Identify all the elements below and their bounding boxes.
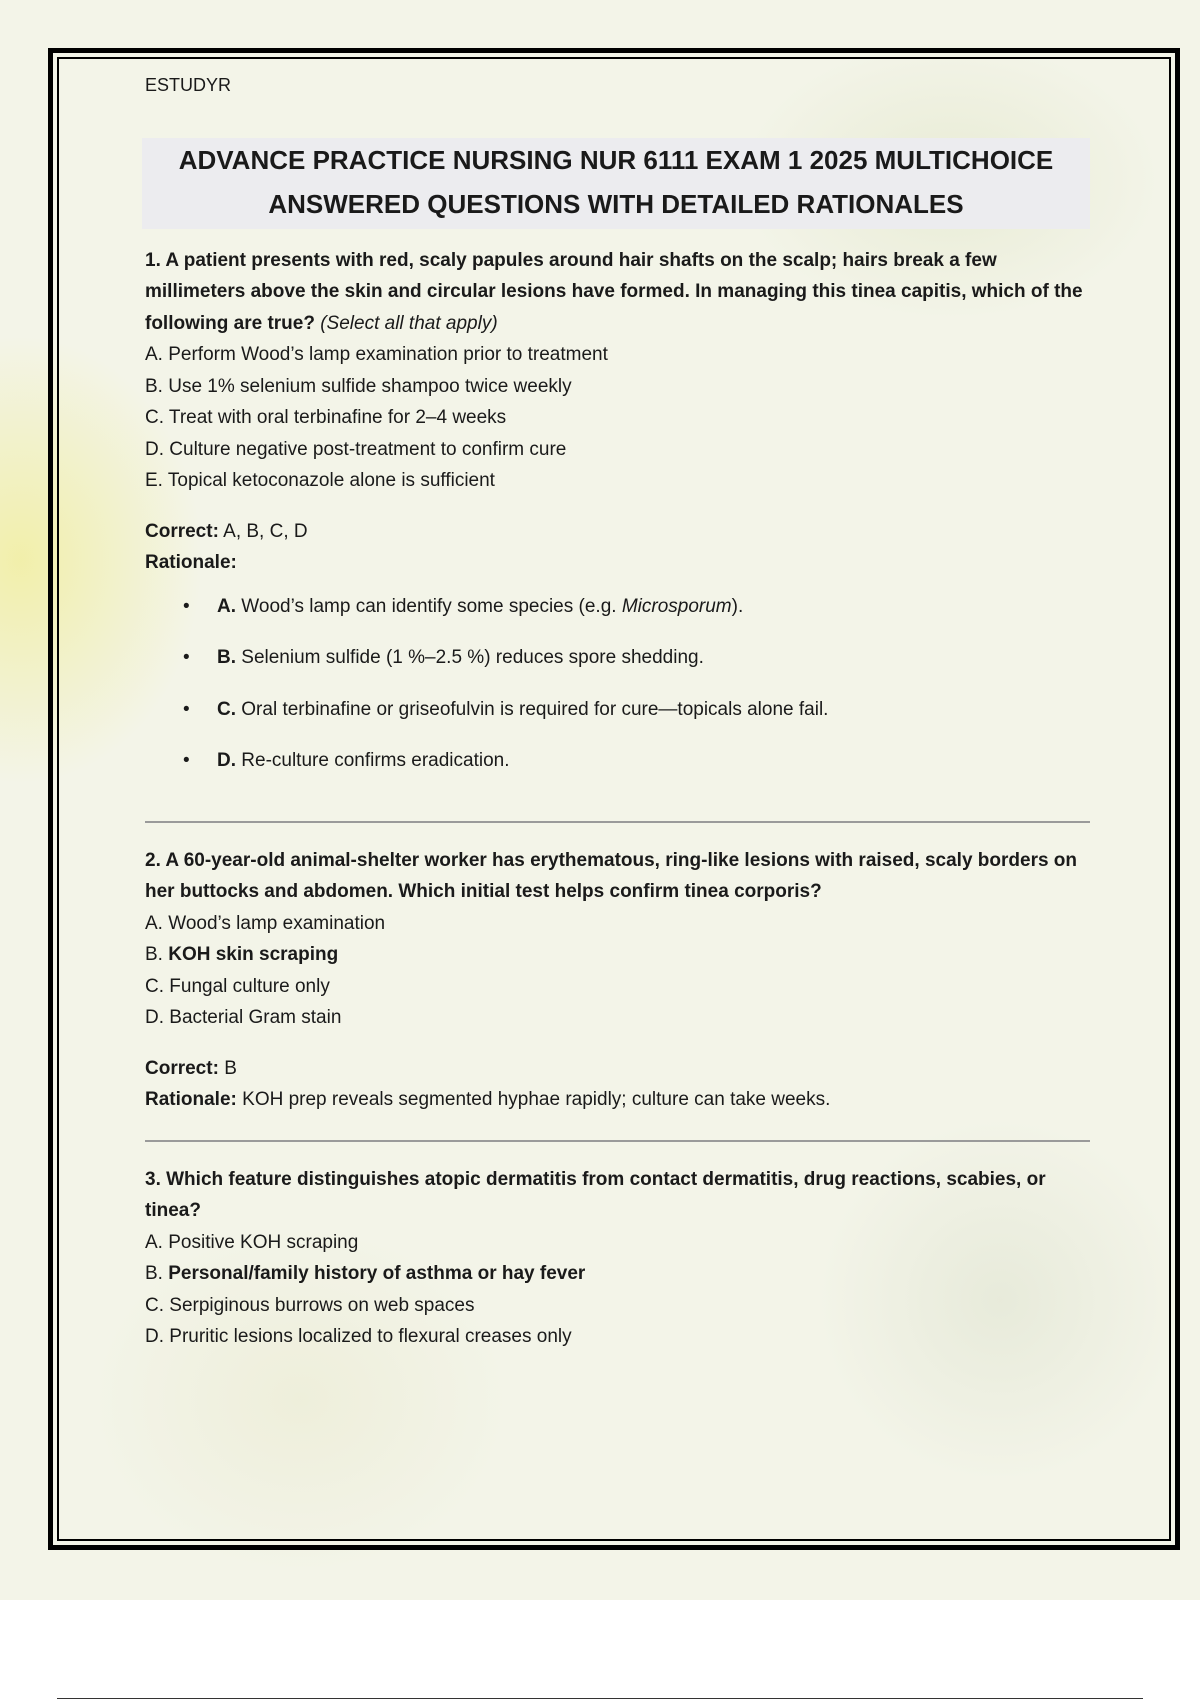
question-3 <box>145 1164 1090 1353</box>
select-all-note: (Select all that apply) <box>320 312 498 334</box>
q1-option-c: C. Treat with oral terbinafine for 2–4 weeks <box>145 407 507 428</box>
rationale-item-b: • B. Selenium sulfide (1 %–2.5 %) reduces spore shedding. <box>183 647 704 668</box>
q2-option-a: A. Wood’s lamp examination <box>145 912 386 934</box>
title-line-1: ADVANCE PRACTICE NURSING NUR 6111 EXAM 1 2025 MULTICHOICE <box>178 144 1054 175</box>
q3-option-c: C. Serpiginous burrows on web spaces <box>145 1294 475 1316</box>
title-line-2: ANSWERED QUESTIONS WITH DETAILED RATIONALES <box>268 188 964 219</box>
question-2 <box>145 845 1090 1116</box>
question-1-stem: 1. A patient presents with red, scaly papules around hair shafts on the scalp; hairs break a few millimeters above the skin and circular lesions have formed. In managing this tinea capitis, which of the following are true? (Select all that apply) <box>145 249 1083 334</box>
document-body <box>145 70 1090 1353</box>
q1-correct: Correct: A, B, C, D <box>145 520 308 542</box>
question-3-stem: 3. Which feature distinguishes atopic dermatitis from contact dermatitis, drug reactions, scabies, or tinea? <box>145 1168 1046 1221</box>
q3-option-b: B. Personal/family history of asthma or hay fever <box>145 1263 586 1284</box>
rationale-item-a: • A. Wood’s lamp can identify some species (e.g. Microsporum). <box>183 595 744 617</box>
q2-rationale: Rationale: KOH prep reveals segmented hyphae rapidly; culture can take weeks. <box>145 1089 831 1110</box>
q1-option-b: B. Use 1% selenium sulfide shampoo twice weekly <box>145 375 572 397</box>
q1-option-e: E. Topical ketoconazole alone is sufficient <box>145 470 495 491</box>
q2-correct: Correct: B <box>145 1057 237 1079</box>
q1-rationale-label: Rationale: <box>145 552 237 573</box>
q1-rationale-list <box>145 591 1090 797</box>
rationale-item-c: • C. Oral terbinafine or griseofulvin is required for cure—topicals alone fail. <box>183 698 829 720</box>
document-title <box>142 138 1090 229</box>
q2-option-b: B. KOH skin scraping <box>145 944 339 965</box>
brand-label: ESTUDYR <box>145 75 232 95</box>
divider <box>145 821 1090 823</box>
q1-option-d: D. Culture negative post-treatment to confirm cure <box>145 438 567 460</box>
rationale-item-d: • D. Re-culture confirms eradication. <box>183 750 510 771</box>
question-1 <box>145 245 1090 797</box>
q3-option-d: D. Pruritic lesions localized to flexural creases only <box>145 1326 572 1347</box>
q2-option-d: D. Bacterial Gram stain <box>145 1007 342 1028</box>
divider <box>145 1140 1090 1142</box>
question-2-stem: 2. A 60-year-old animal-shelter worker has erythematous, ring-like lesions with raised, scaly borders on her buttocks and abdomen. Which initial test helps confirm tinea corporis? <box>145 849 1078 902</box>
q2-option-c: C. Fungal culture only <box>145 975 330 997</box>
q1-option-a: A. Perform Wood’s lamp examination prior to treatment <box>145 344 608 365</box>
footer-rule <box>57 1698 1143 1699</box>
q3-option-a: A. Positive KOH scraping <box>145 1231 359 1253</box>
